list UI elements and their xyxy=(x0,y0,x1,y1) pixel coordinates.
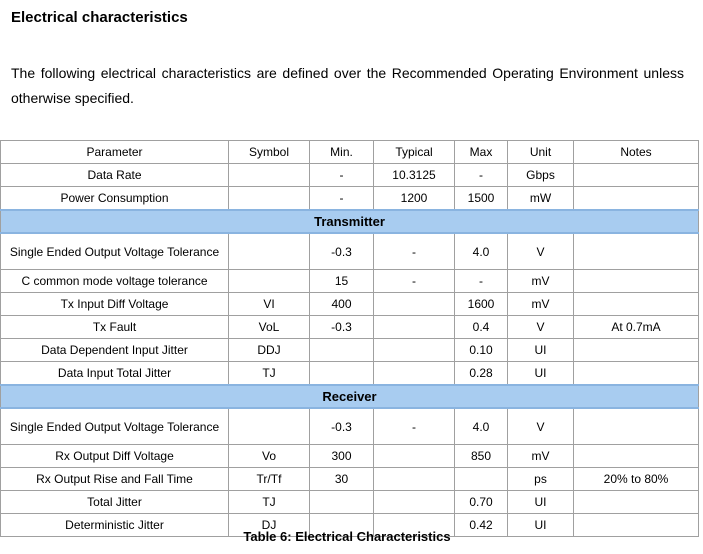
cell-notes xyxy=(574,339,699,362)
cell-parameter: Tx Fault xyxy=(1,316,229,339)
cell-unit: UI xyxy=(508,339,574,362)
cell-typical xyxy=(374,293,455,316)
cell-notes xyxy=(574,164,699,187)
cell-typical: - xyxy=(374,408,455,445)
cell-min xyxy=(310,339,374,362)
cell-symbol xyxy=(229,408,310,445)
cell-notes xyxy=(574,408,699,445)
table-row xyxy=(1,293,699,316)
cell-parameter: Deterministic Jitter xyxy=(1,514,229,537)
header-symbol: Symbol xyxy=(229,141,310,164)
cell-typical: 1200 xyxy=(374,187,455,211)
cell-typical xyxy=(374,362,455,386)
cell-min: -0.3 xyxy=(310,233,374,270)
cell-max: 850 xyxy=(455,445,508,468)
cell-min: 15 xyxy=(310,270,374,293)
cell-symbol xyxy=(229,187,310,211)
table-row xyxy=(1,491,699,514)
cell-parameter: Data Input Total Jitter xyxy=(1,362,229,386)
header-unit: Unit xyxy=(508,141,574,164)
cell-typical xyxy=(374,468,455,491)
table-body xyxy=(1,164,699,537)
cell-max: 4.0 xyxy=(455,233,508,270)
table-row xyxy=(1,445,699,468)
cell-parameter: Rx Output Rise and Fall Time xyxy=(1,468,229,491)
cell-min xyxy=(310,491,374,514)
cell-typical: 10.3125 xyxy=(374,164,455,187)
header-max: Max xyxy=(455,141,508,164)
cell-typical xyxy=(374,339,455,362)
cell-symbol: VoL xyxy=(229,316,310,339)
cell-unit: mW xyxy=(508,187,574,211)
table-row xyxy=(1,187,699,211)
cell-unit: mV xyxy=(508,293,574,316)
cell-typical xyxy=(374,316,455,339)
cell-symbol: TJ xyxy=(229,362,310,386)
cell-unit: V xyxy=(508,408,574,445)
cell-parameter: Single Ended Output Voltage Tolerance xyxy=(1,408,229,445)
header-parameter: Parameter xyxy=(1,141,229,164)
table-row xyxy=(1,408,699,445)
cell-min: -0.3 xyxy=(310,316,374,339)
cell-parameter: Tx Input Diff Voltage xyxy=(1,293,229,316)
electrical-characteristics-table xyxy=(0,140,699,537)
cell-unit: V xyxy=(508,233,574,270)
cell-min: 30 xyxy=(310,468,374,491)
cell-unit: mV xyxy=(508,270,574,293)
cell-max: 0.70 xyxy=(455,491,508,514)
cell-parameter: Rx Output Diff Voltage xyxy=(1,445,229,468)
cell-symbol xyxy=(229,164,310,187)
cell-typical xyxy=(374,445,455,468)
cell-symbol: TJ xyxy=(229,491,310,514)
cell-notes xyxy=(574,362,699,386)
cell-parameter: C common mode voltage tolerance xyxy=(1,270,229,293)
cell-notes xyxy=(574,293,699,316)
cell-unit: UI xyxy=(508,491,574,514)
header-typical: Typical xyxy=(374,141,455,164)
cell-typical: - xyxy=(374,270,455,293)
cell-max: 0.4 xyxy=(455,316,508,339)
cell-parameter: Data Dependent Input Jitter xyxy=(1,339,229,362)
cell-symbol: VI xyxy=(229,293,310,316)
cell-parameter: Data Rate xyxy=(1,164,229,187)
cell-unit: Gbps xyxy=(508,164,574,187)
cell-unit: UI xyxy=(508,362,574,386)
cell-max: - xyxy=(455,270,508,293)
cell-typical xyxy=(374,491,455,514)
section-heading: Electrical characteristics xyxy=(11,9,188,26)
cell-max: 0.28 xyxy=(455,362,508,386)
cell-parameter: Power Consumption xyxy=(1,187,229,211)
cell-symbol: DDJ xyxy=(229,339,310,362)
cell-unit: UI xyxy=(508,514,574,537)
cell-max: 1500 xyxy=(455,187,508,211)
cell-max: 1600 xyxy=(455,293,508,316)
cell-notes xyxy=(574,233,699,270)
table-row xyxy=(1,316,699,339)
table-row xyxy=(1,164,699,187)
header-min: Min. xyxy=(310,141,374,164)
cell-symbol xyxy=(229,233,310,270)
cell-symbol: Vo xyxy=(229,445,310,468)
cell-parameter: Single Ended Output Voltage Tolerance xyxy=(1,233,229,270)
cell-notes xyxy=(574,491,699,514)
cell-max: 0.42 xyxy=(455,514,508,537)
cell-notes: 20% to 80% xyxy=(574,468,699,491)
section-label-transmitter: Transmitter xyxy=(1,210,699,233)
cell-notes xyxy=(574,270,699,293)
cell-unit: mV xyxy=(508,445,574,468)
table-caption: Table 6: Electrical Characteristics xyxy=(243,529,451,544)
cell-symbol xyxy=(229,270,310,293)
cell-max: 0.10 xyxy=(455,339,508,362)
cell-notes xyxy=(574,445,699,468)
section-row-transmitter xyxy=(1,210,699,233)
table-row xyxy=(1,339,699,362)
cell-max: - xyxy=(455,164,508,187)
section-label-receiver: Receiver xyxy=(1,385,699,408)
table-row xyxy=(1,362,699,386)
table-row xyxy=(1,270,699,293)
cell-unit: V xyxy=(508,316,574,339)
cell-min xyxy=(310,362,374,386)
cell-symbol: Tr/Tf xyxy=(229,468,310,491)
table-row xyxy=(1,233,699,270)
table-header xyxy=(1,141,699,164)
cell-min: 300 xyxy=(310,445,374,468)
header-row xyxy=(1,141,699,164)
cell-min: - xyxy=(310,187,374,211)
cell-min: - xyxy=(310,164,374,187)
cell-symbol: DJ xyxy=(229,514,310,537)
cell-notes: At 0.7mA xyxy=(574,316,699,339)
cell-notes xyxy=(574,187,699,211)
table-row xyxy=(1,468,699,491)
cell-min: 400 xyxy=(310,293,374,316)
intro-paragraph: The following electrical characteristics are defined over the Recommended Operating Environment unless otherwise specified. xyxy=(11,65,684,106)
cell-typical: - xyxy=(374,233,455,270)
cell-max: 4.0 xyxy=(455,408,508,445)
header-notes: Notes xyxy=(574,141,699,164)
cell-max xyxy=(455,468,508,491)
cell-parameter: Total Jitter xyxy=(1,491,229,514)
cell-unit: ps xyxy=(508,468,574,491)
cell-min: -0.3 xyxy=(310,408,374,445)
section-row-receiver xyxy=(1,385,699,408)
